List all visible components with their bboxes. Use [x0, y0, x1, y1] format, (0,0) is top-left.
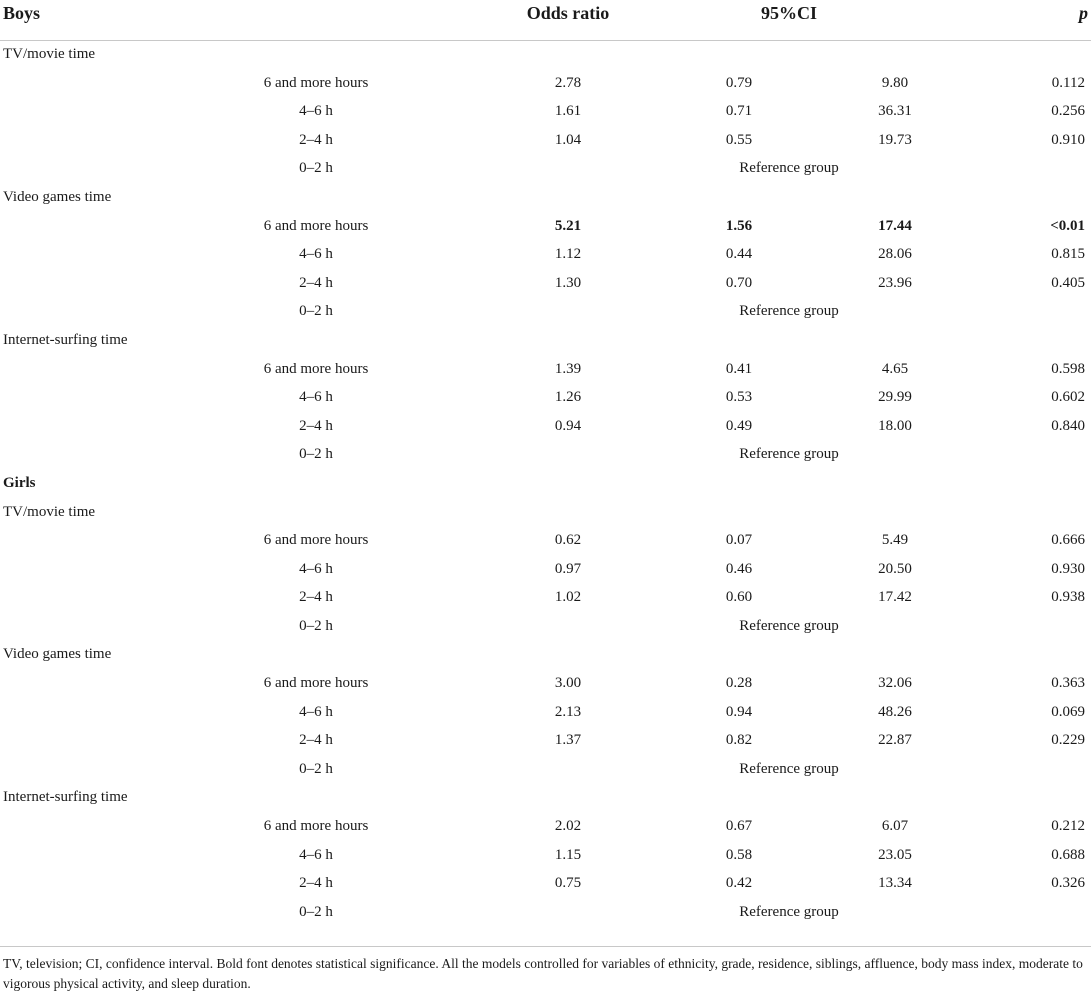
table-row [0, 70, 1091, 99]
header-odds-ratio: Odds ratio [526, 3, 610, 23]
p-value-cell: 0.256 [1051, 103, 1085, 120]
ci-lower-cell: 0.70 [725, 274, 753, 291]
odds-ratio-cell: 0.94 [554, 417, 582, 434]
odds-ratio-cell: 1.04 [554, 131, 582, 148]
table-row [0, 899, 1091, 928]
odds-ratio-cell: 1.30 [554, 274, 582, 291]
ci-lower-cell: 0.46 [725, 560, 753, 577]
table-row [0, 527, 1091, 556]
p-value-cell: 0.598 [1051, 360, 1085, 377]
ci-upper-cell: 36.31 [878, 103, 912, 120]
p-value-cell: 0.840 [1051, 417, 1085, 434]
table-row [0, 613, 1091, 642]
reference-cell: Reference group [739, 303, 839, 320]
ci-upper-cell: 5.49 [881, 532, 909, 549]
ci-upper-cell: 17.44 [878, 217, 912, 234]
ci-lower-cell: 0.41 [725, 360, 753, 377]
table-row [0, 241, 1091, 270]
category-label: TV/movie time [3, 46, 96, 62]
odds-ratio-cell: 1.02 [554, 589, 582, 606]
table-row [0, 870, 1091, 899]
p-value-cell: 0.815 [1051, 246, 1085, 263]
table-row [0, 813, 1091, 842]
group-label: Girls [3, 474, 36, 491]
level-cell: 6 and more hours [263, 675, 369, 692]
p-value-cell: <0.01 [1050, 217, 1085, 234]
ci-lower-cell: 0.94 [725, 703, 753, 720]
level-cell: 0–2 h [299, 760, 333, 777]
table-row [0, 441, 1091, 470]
category-row [0, 41, 1091, 70]
ci-lower-cell: 0.67 [725, 818, 753, 835]
category-label: Video games time [3, 646, 112, 663]
ci-upper-cell: 23.96 [878, 274, 912, 291]
reference-cell: Reference group [739, 760, 839, 777]
table-row [0, 270, 1091, 299]
table-row [0, 298, 1091, 327]
level-cell: 0–2 h [299, 446, 333, 463]
ci-upper-cell: 17.42 [878, 589, 912, 606]
odds-ratio-cell: 1.26 [554, 389, 582, 406]
category-label: Video games time [3, 188, 112, 205]
ci-lower-cell: 0.53 [725, 389, 753, 406]
table-row [0, 727, 1091, 756]
ci-lower-cell: 1.56 [725, 217, 753, 234]
level-cell: 6 and more hours [263, 74, 369, 91]
level-cell: 2–4 h [299, 417, 333, 434]
odds-ratio-cell: 0.62 [554, 532, 582, 549]
table-row [0, 756, 1091, 785]
header-boys: Boys [3, 3, 41, 23]
category-row [0, 327, 1091, 356]
level-cell: 6 and more hours [263, 217, 369, 234]
level-cell: 4–6 h [299, 846, 333, 863]
ci-upper-cell: 6.07 [881, 818, 909, 835]
category-row [0, 784, 1091, 813]
level-cell: 4–6 h [299, 103, 333, 120]
table-row [0, 670, 1091, 699]
odds-ratio-cell: 2.13 [554, 703, 582, 720]
odds-ratio-cell: 0.97 [554, 560, 582, 577]
level-cell: 2–4 h [299, 589, 333, 606]
odds-ratio-cell: 1.39 [554, 360, 582, 377]
ci-lower-cell: 0.28 [725, 675, 753, 692]
table-row [0, 127, 1091, 156]
ci-lower-cell: 0.79 [725, 74, 753, 91]
ci-upper-cell: 13.34 [878, 875, 912, 892]
ci-lower-cell: 0.82 [725, 732, 753, 749]
ci-lower-cell: 0.49 [725, 417, 753, 434]
level-cell: 4–6 h [299, 560, 333, 577]
table-row [0, 699, 1091, 728]
ci-upper-cell: 29.99 [878, 389, 912, 406]
p-value-cell: 0.666 [1051, 532, 1085, 549]
ci-upper-cell: 28.06 [878, 246, 912, 263]
level-cell: 6 and more hours [263, 360, 369, 377]
ci-upper-cell: 32.06 [878, 675, 912, 692]
ci-lower-cell: 0.07 [725, 532, 753, 549]
category-row [0, 499, 1091, 528]
reference-cell: Reference group [739, 160, 839, 177]
p-value-cell: 0.069 [1051, 703, 1085, 720]
p-value-cell: 0.326 [1051, 875, 1085, 892]
reference-cell: Reference group [739, 446, 839, 463]
odds-ratio-cell: 3.00 [554, 675, 582, 692]
table-row [0, 413, 1091, 442]
ci-lower-cell: 0.60 [725, 589, 753, 606]
ci-lower-cell: 0.71 [725, 103, 753, 120]
group-heading-row [0, 470, 1091, 499]
ci-lower-cell: 0.58 [725, 846, 753, 863]
odds-ratio-cell: 1.15 [554, 846, 582, 863]
level-cell: 0–2 h [299, 903, 333, 920]
table-row [0, 155, 1091, 184]
p-value-cell: 0.405 [1051, 274, 1085, 291]
odds-ratio-cell: 1.61 [554, 103, 582, 120]
p-value-cell: 0.212 [1051, 818, 1085, 835]
ci-upper-cell: 48.26 [878, 703, 912, 720]
odds-ratio-cell: 1.37 [554, 732, 582, 749]
header-ci: 95%CI [760, 3, 818, 23]
ci-upper-cell: 9.80 [881, 74, 909, 91]
ci-upper-cell: 20.50 [878, 560, 912, 577]
level-cell: 6 and more hours [263, 818, 369, 835]
p-value-cell: 0.938 [1051, 589, 1085, 606]
category-label: Internet-surfing time [3, 789, 128, 806]
ci-lower-cell: 0.42 [725, 875, 753, 892]
table-row [0, 384, 1091, 413]
p-value-cell: 0.363 [1051, 675, 1085, 692]
ci-lower-cell: 0.55 [725, 131, 753, 148]
odds-ratio-cell: 2.02 [554, 818, 582, 835]
p-value-cell: 0.688 [1051, 846, 1085, 863]
ci-upper-cell: 18.00 [878, 417, 912, 434]
header-p: p [1079, 3, 1088, 23]
ci-upper-cell: 23.05 [878, 846, 912, 863]
category-row [0, 184, 1091, 213]
p-value-cell: 0.229 [1051, 732, 1085, 749]
level-cell: 4–6 h [299, 389, 333, 406]
table-row [0, 213, 1091, 242]
table-row [0, 584, 1091, 613]
table-footnote: TV, television; CI, confidence interval. Bold font denotes statistical significance. All the models controlled for variables of ethnicity, grade, residence, siblings, affluence, body mass index, moderate to vigorous physical activity, and sleep duration. [0, 946, 1091, 994]
table-row [0, 98, 1091, 127]
odds-ratio-cell: 0.75 [554, 875, 582, 892]
p-value-cell: 0.930 [1051, 560, 1085, 577]
odds-ratio-cell: 5.21 [554, 217, 582, 234]
odds-ratio-cell: 1.12 [554, 246, 582, 263]
level-cell: 2–4 h [299, 274, 333, 291]
level-cell: 6 and more hours [263, 532, 369, 549]
category-label: Internet-surfing time [3, 331, 128, 348]
ci-upper-cell: 19.73 [878, 131, 912, 148]
category-label: TV/movie time [3, 503, 96, 520]
level-cell: 2–4 h [299, 732, 333, 749]
p-value-cell: 0.910 [1051, 131, 1085, 148]
level-cell: 4–6 h [299, 703, 333, 720]
level-cell: 2–4 h [299, 131, 333, 148]
p-value-cell: 0.602 [1051, 389, 1085, 406]
reference-cell: Reference group [739, 617, 839, 634]
ci-upper-cell: 22.87 [878, 732, 912, 749]
table-body [0, 41, 1091, 927]
level-cell: 0–2 h [299, 160, 333, 177]
level-cell: 0–2 h [299, 303, 333, 320]
table-row [0, 842, 1091, 871]
table-row [0, 356, 1091, 385]
level-cell: 4–6 h [299, 246, 333, 263]
reference-cell: Reference group [739, 903, 839, 920]
ci-upper-cell: 4.65 [881, 360, 909, 377]
odds-ratio-cell: 2.78 [554, 74, 582, 91]
level-cell: 2–4 h [299, 875, 333, 892]
ci-lower-cell: 0.44 [725, 246, 753, 263]
category-row [0, 641, 1091, 670]
level-cell: 0–2 h [299, 617, 333, 634]
p-value-cell: 0.112 [1051, 74, 1085, 91]
table-row [0, 556, 1091, 585]
table-header [0, 0, 1091, 41]
